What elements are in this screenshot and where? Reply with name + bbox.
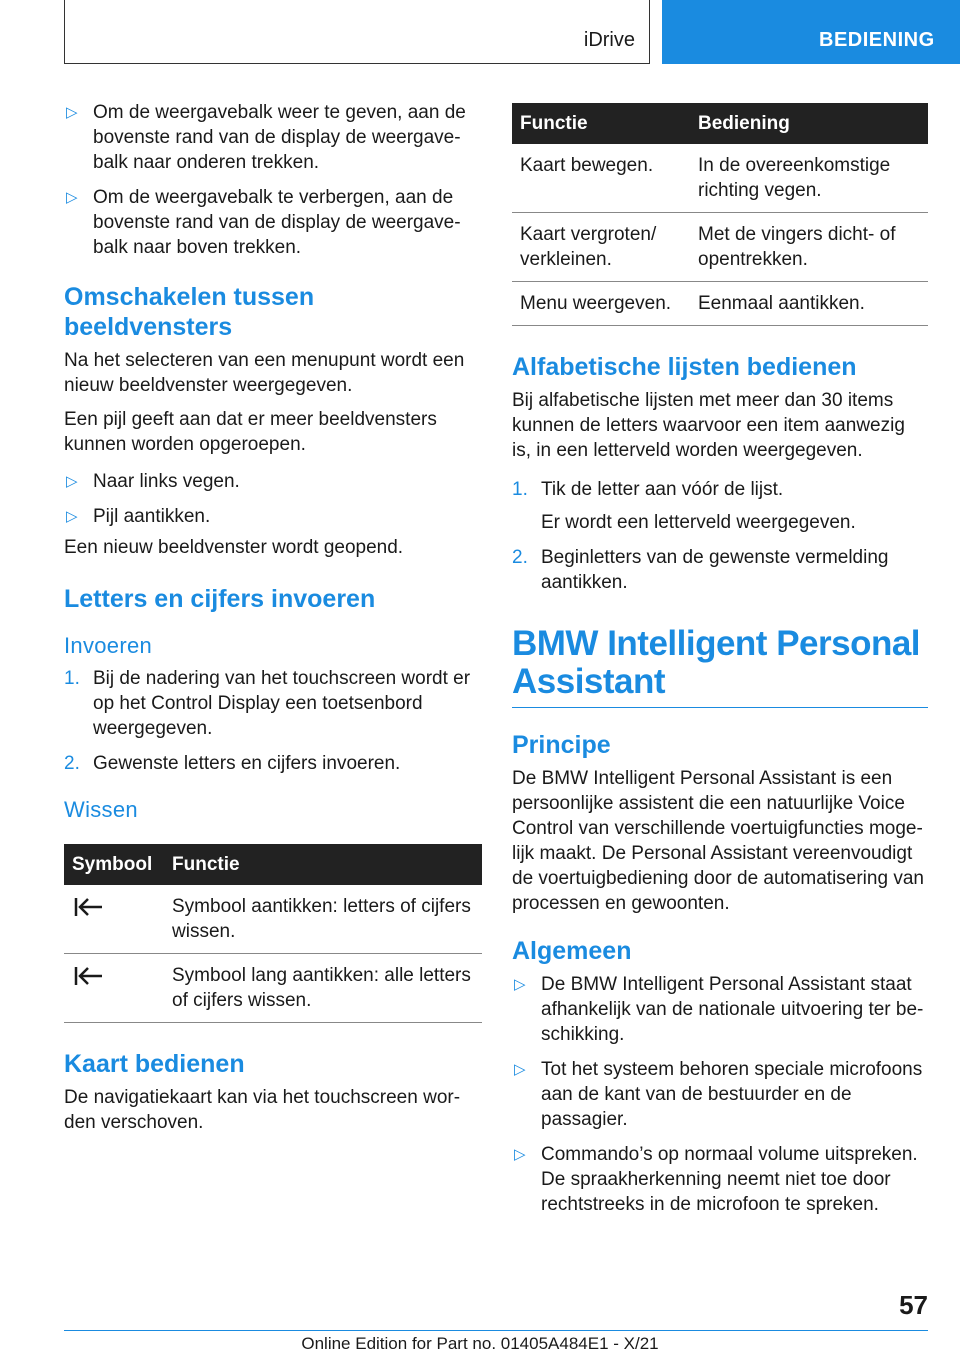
bullet-triangle-icon: ▷ — [514, 1146, 526, 1163]
delete-symbol-table — [64, 844, 482, 1023]
heading-alphabetic: Alfabetische lijsten bedienen — [512, 353, 857, 381]
table-cell-function: Kaart bewegen. — [512, 144, 690, 213]
heading-enter: Invoeren — [64, 633, 153, 658]
enter-step-list — [64, 666, 482, 776]
table-cell-function: Symbool lang aantikken: alle letters of cijfers wissen. — [164, 954, 482, 1023]
table-header-function: Functie — [164, 844, 482, 885]
heading-delete: Wissen — [64, 797, 138, 822]
backspace-arrow-icon — [74, 965, 104, 987]
header-section-title: BEDIENING — [819, 29, 935, 51]
heading-principle: Principe — [512, 731, 611, 759]
paragraph: Een nieuw beeldvenster wordt geopend. — [64, 537, 404, 558]
header-chapter-title: iDrive — [583, 29, 635, 51]
table-cell-operation: Eenmaal aantikken. — [690, 282, 928, 326]
list-item: ▷ Tot het systeem behoren speciale microfoons aan de kant van de bestuurder en de passagier. — [514, 1059, 923, 1130]
table-cell-function: Menu weergeven. — [512, 282, 690, 326]
right-column — [512, 103, 928, 1227]
header-section-tab — [662, 0, 960, 64]
table-row — [64, 885, 482, 954]
map-operation-table — [512, 103, 928, 326]
paragraph: Een pijl geeft aan dat er meer beeldvensters kunnen worden opgeroepen. — [64, 409, 437, 455]
list-item: ▷ De BMW Intelligent Personal Assistant staat afhankelijk van de nationale uitvoering ter beschikking. — [514, 974, 924, 1045]
bullet-triangle-icon: ▷ — [66, 189, 78, 206]
table-cell-function: Kaart vergroten/ verkleinen. — [512, 213, 690, 282]
heading-screens: Omschakelen tussen beeldvensters — [64, 283, 315, 341]
page-number: 57 — [899, 1290, 928, 1320]
list-item: ▷ Pijl aantikken. — [66, 506, 211, 527]
footer-edition: Online Edition for Part no. 01405A484E1 - X/21 — [301, 1334, 659, 1353]
paragraph: Bij alfabetische lijsten met meer dan 30 items kunnen de letters waarvoor een item aanwezig is, in een letterveld worden weergegeven. — [512, 390, 905, 461]
bullet-triangle-icon: ▷ — [66, 508, 78, 525]
heading-map: Kaart bedienen — [64, 1050, 245, 1078]
table-row — [512, 144, 928, 213]
table-row — [512, 213, 928, 282]
table-header-operation: Bediening — [690, 103, 928, 144]
bullet-triangle-icon: ▷ — [66, 473, 78, 490]
table-cell-operation: In de overeenkomstige richting vegen. — [690, 144, 928, 213]
footer-divider — [64, 1330, 928, 1331]
list-item: 2. Gewenste letters en cijfers invoeren. — [64, 753, 401, 774]
heading-letters: Letters en cijfers invoeren — [64, 585, 376, 613]
table-row — [512, 282, 928, 326]
list-item: ▷ Commando’s op normaal volume uitspreken. De spraakherkenning neemt niet toe door rechtstreeks in de microfoon te spreken. — [514, 1144, 918, 1215]
list-item: ▷ Naar links vegen. — [66, 471, 240, 492]
paragraph: De BMW Intelligent Personal Assistant is een persoonlijke assistent die een natuurlijke Voice Control van verschillende voertuigfuncties mogelijk maakt. De Personal Assistant vereenvoudigt de voertuigbediening door de automatisering van processen en gewoonten. — [512, 768, 924, 914]
left-column — [64, 100, 482, 1144]
backspace-arrow-icon — [74, 896, 104, 918]
table-row — [64, 954, 482, 1023]
list-item: ▷ Om de weergavebalk te verbergen, aan de bovenste rand van de display de weergavebalk naar boven trekken. — [66, 187, 461, 258]
table-header-symbol: Symbool — [64, 844, 164, 885]
table-header-function: Functie — [512, 103, 690, 144]
page-header — [0, 0, 960, 66]
list-item: 1. Tik de letter aan vóór de lijst. Er wordt een letterveld weergegeven. — [512, 479, 856, 533]
list-item: 1. Bij de nadering van het touchscreen wordt er op het Control Display een toetsenbord weergegeven. — [64, 668, 471, 739]
paragraph: Na het selecteren van een menupunt wordt een nieuw beeldvenster weergegeven. — [64, 350, 465, 396]
alpha-step-list — [512, 477, 928, 595]
general-bullet-list — [512, 972, 928, 1217]
bullet-triangle-icon: ▷ — [66, 104, 78, 121]
bullet-triangle-icon: ▷ — [514, 1061, 526, 1078]
header-chapter-box — [64, 0, 650, 64]
paragraph: De navigatiekaart kan via het touchscreen worden verschoven. — [64, 1087, 461, 1133]
heading-assistant: BMW Intelligent Personal Assistant — [512, 625, 928, 708]
list-item: 2. Beginletters van de gewenste vermelding aantikken. — [512, 547, 889, 593]
table-cell-function: Symbool aantikken: letters of cijfers wissen. — [164, 885, 482, 954]
table-cell-operation: Met de vingers dicht- of opentrekken. — [690, 213, 928, 282]
intro-bullet-list — [64, 100, 482, 260]
page-footer — [0, 1290, 960, 1362]
screens-bullet-list — [64, 469, 482, 529]
bullet-triangle-icon: ▷ — [514, 976, 526, 993]
list-item: ▷ Om de weergavebalk weer te geven, aan de bovenste rand van de display de weergavebalk naar onderen trekken. — [66, 102, 466, 173]
heading-general: Algemeen — [512, 937, 632, 965]
